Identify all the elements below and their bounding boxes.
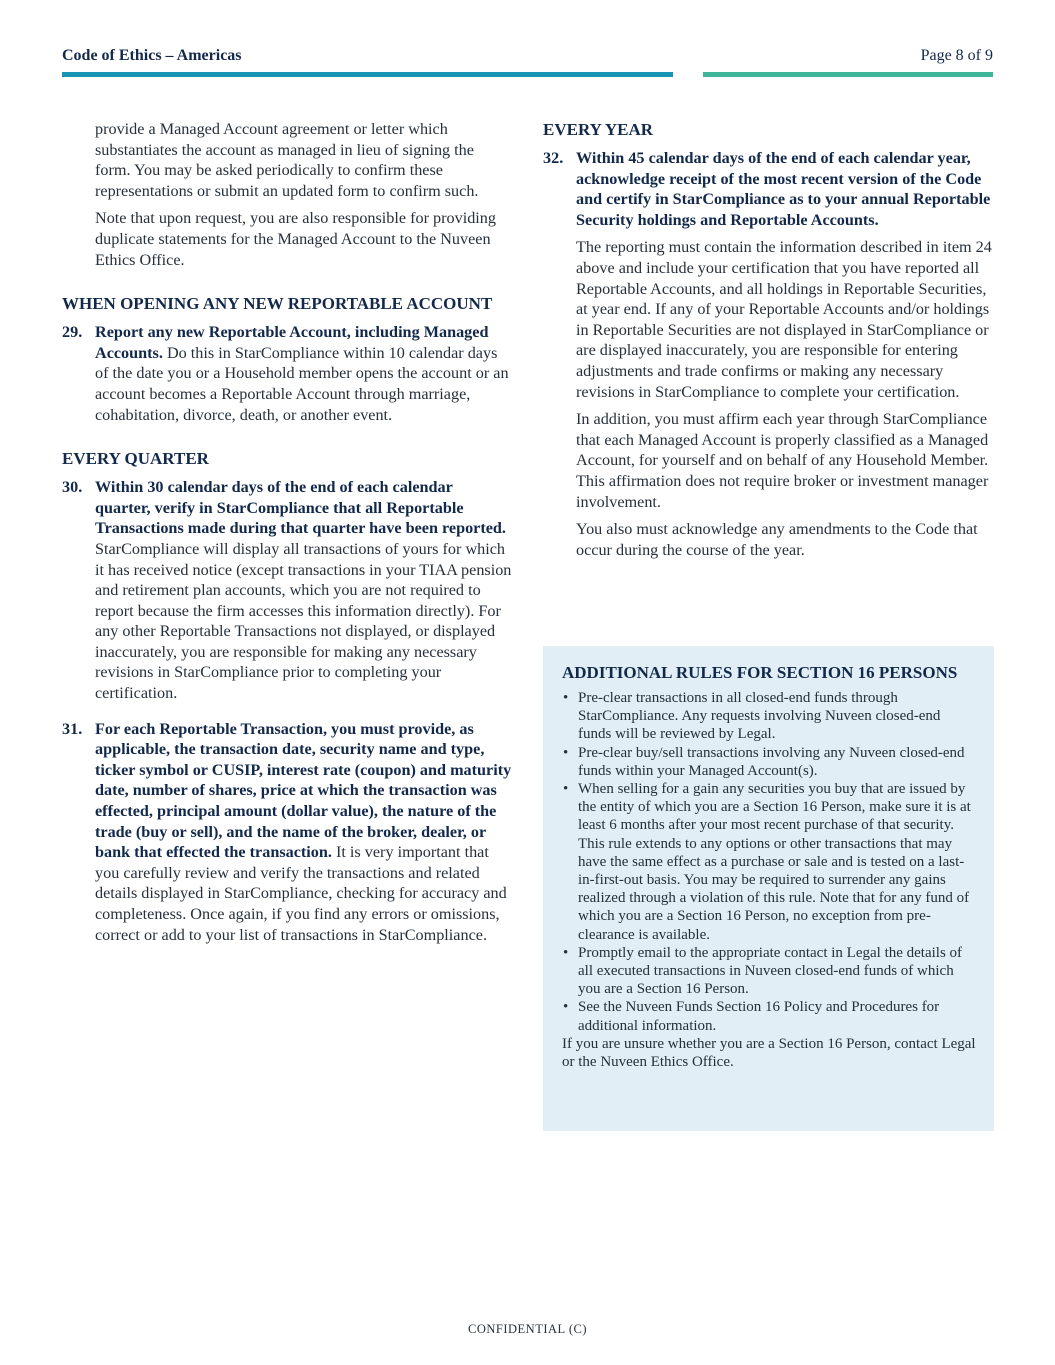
item-bold-text: Report any new Reportable Account, including Managed Accounts. [95, 323, 489, 362]
section16-callout-box [543, 646, 994, 1131]
document-title: Code of Ethics – Americas [62, 47, 242, 64]
paragraph: In addition, you must affirm each year through StarCompliance that each Managed Account is properly classified as a Managed Account, for yourself and on behalf of any Household Member. This affirmation does not require broker or investment manager involvement. [576, 410, 989, 511]
item-text: It is very important that you carefully review and verify the transactions and related details displayed in StarCompliance, checking for accuracy and completeness. Once again, if you find any errors or omissions, correct or add to your list of transactions in StarCompliance. [95, 843, 507, 944]
list-item: • Promptly email to the appropriate contact in Legal the details of all executed transactions in Nuveen closed-end funds of which you are a Section 16 Person. [562, 944, 976, 999]
item-bold-text: Within 45 calendar days of the end of each calendar year, acknowledge receipt of the most recent version of the Code and certify in StarCompliance as to your annual Reportable Security holdings and Reportable Accounts. [576, 149, 991, 229]
section-heading: EVERY YEAR [543, 120, 654, 139]
item-text: Do this in StarCompliance within 10 calendar days of the date you or a Household member opens the account or an account becomes a Reportable Account through marriage, cohabitation, divorce, death, or another event. [95, 343, 509, 424]
paragraph: You also must acknowledge any amendments to the Code that occur during the course of the year. [576, 520, 978, 559]
list-item: • See the Nuveen Funds Section 16 Policy and Procedures for additional information. [562, 998, 976, 1034]
list-item-30 [62, 477, 512, 704]
page-number: Page 8 of 9 [920, 47, 993, 64]
list-item: • Pre-clear transactions in all closed-end funds through StarCompliance. Any requests involving Nuveen closed-end funds will be reviewed by Legal. [562, 689, 976, 744]
section-heading: WHEN OPENING ANY NEW REPORTABLE ACCOUNT [62, 294, 493, 314]
paragraph: Note that upon request, you are also responsible for providing duplicate statements for the Managed Account to the Nuveen Ethics Office. [95, 209, 496, 269]
list-item-31 [62, 719, 512, 946]
list-item: • Pre-clear buy/sell transactions involving any Nuveen closed-end funds within your Managed Account(s). [562, 744, 976, 780]
callout-closing: If you are unsure whether you are a Section 16 Person, contact Legal or the Nuveen Ethics Office. [562, 1035, 976, 1071]
list-item-32 [543, 148, 993, 230]
item-text: StarCompliance will display all transactions of yours for which it has received notice (except transactions in your TIAA pension and retirement plan accounts, which you are not required to report because the firm accesses this information directly). For any other Reportable Transactions not displayed, or displayed inaccurately, you are responsible for making any necessary revisions in StarCompliance prior to completing your certification. [95, 539, 512, 703]
item-number: 29. [62, 323, 83, 342]
item-bold-text: For each Reportable Transaction, you must provide, as applicable, the transaction date, security name and type, ticker symbol or CUSIP, interest rate (coupon) and maturity date, number of shares, price at which the transaction was effected, principal amount (dollar value), the nature of the trade (buy or sell), and the name of the broker, dealer, or bank that effected the transaction. [95, 719, 512, 862]
list-item-29 [62, 322, 512, 425]
confidential-footer: CONFIDENTIAL (C) [468, 1322, 587, 1336]
header-rule-green [703, 72, 993, 77]
callout-bullet-list [562, 689, 976, 1035]
section-heading: EVERY QUARTER [62, 449, 209, 469]
left-column [62, 119, 512, 952]
paragraph: provide a Managed Account agreement or letter which substantiates the account as managed in lieu of signing the form. You may be asked periodically to confirm these representations or submit an updated form to confirm such. [95, 120, 479, 200]
item-number: 31. [62, 719, 83, 738]
item-number: 32. [543, 149, 564, 167]
item-bold-text: Within 30 calendar days of the end of each calendar quarter, verify in StarCompliance that all Reportable Transactions made during that quarter have been reported. [95, 478, 506, 538]
list-item: • When selling for a gain any securities you buy that are issued by the entity of which you are a Section 16 Person, make sure it is at least 6 months after your most recent purchase of that security. This rule extends to any options or other transactions that may have the same effect as a purchase or sale and is tested on a last-in-first-out basis. You may be required to surrender any gains realized through a violation of this rule. Note that for any fund of which you are a Section 16 Person, no exception from pre-clearance is available. [562, 780, 976, 944]
header-rule-blue [62, 72, 673, 77]
callout-title: ADDITIONAL RULES FOR SECTION 16 PERSONS [562, 663, 958, 682]
paragraph: The reporting must contain the information described in item 24 above and include your certification that you have reported all Reportable Accounts, and all holdings in Reportable Securities, at year end. If any of your Reportable Accounts and/or holdings in Reportable Securities are not displayed in StarCompliance or are displayed inaccurately, you are responsible for entering adjustments and trade confirms or making any necessary revisions in StarCompliance to complete your certification. [576, 238, 992, 401]
item-number: 30. [62, 478, 83, 497]
right-column [543, 119, 993, 567]
